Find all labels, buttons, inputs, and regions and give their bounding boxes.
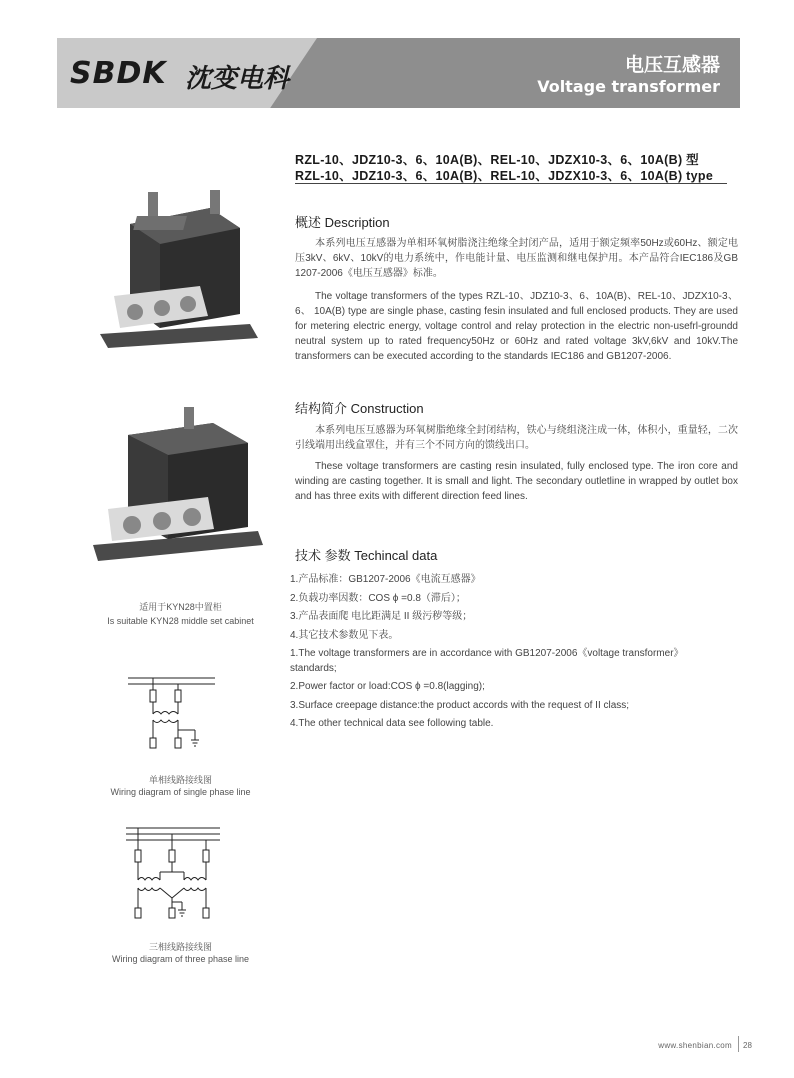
construction-cn-text	[295, 423, 738, 453]
technical-item: standards;	[290, 662, 337, 674]
single-caption-en: Wiring diagram of single phase line	[110, 787, 251, 797]
technical-item: 4.The other technical data see following table.	[290, 718, 494, 729]
construction-en: These voltage transformers are casting resin insulated, fully enclosed type. The iron core and winding are casting together. It is small and light. The secondary outletline in wrapped by outlet box and has three exits with different direction feed lines.	[295, 461, 738, 502]
technical-item: 3.产品表面爬 电比距满足 II 级污秽等级；	[290, 611, 473, 622]
header-title-en: Voltage transformer	[537, 77, 720, 96]
technical-item: 1.The voltage transformers are in accordance with GB1207-2006《voltage transformer》	[290, 648, 684, 659]
three-caption-en: Wiring diagram of three phase line	[111, 954, 250, 964]
transformer-photo-2	[88, 405, 263, 575]
single-caption-cn: 单相线路接线图	[148, 775, 212, 785]
logo-wordmark: SBDK	[70, 56, 167, 91]
kyn-caption-cn: 适用于KYN28中置柜	[139, 602, 222, 612]
description-title: 概述 Description	[295, 215, 390, 230]
three-phase-wiring-diagram	[120, 822, 225, 934]
transformer-photo-1	[90, 186, 260, 356]
technical-item: 4.其它技术参数见下表。	[290, 629, 399, 641]
technical-item: 3.Surface creepage distance:the product accords with the request of II class;	[290, 699, 630, 711]
technical-item: 2.负载功率因数：COS ϕ =0.8（滞后）；	[290, 592, 466, 604]
description-en: The voltage transformers of the types RZL-10、JDZ10-3、6、10A(B)、REL-10、JDZX10-3、 6、 10A(B) type are single phase, casting fesin insulated and full enclosed products. They are used for metering electric energy, voltage control and relay protection in the electric non-usefrl-groundd neutral system up to rated frequency50Hz or 60Hz and rated voltage 3kV,6kV and 10kV.The transformers can be executed according to the standards IEC186 and GB1207-2006.	[295, 291, 738, 362]
technical-item: 1.产品标准：GB1207-2006《电流互感器》	[290, 574, 481, 585]
construction-en-text	[295, 459, 738, 504]
description-cn-text	[295, 236, 738, 281]
model-line-en: RZL-10、JDZ10-3、6、10A(B)、REL-10、JDZX10-3、6、10A(B) type	[295, 169, 714, 183]
three-caption-cn: 三相线路接线图	[148, 942, 212, 952]
description-cn: 本系列电压互感器为单相环氧树脂浇注绝缘全封闭产品，适用于额定频率50Hz或60Hz、额定电压3kV、6kV、10kV的电力系统中，作电能计量、电压监测和继电保护用。本产品符合IEC186及GB 1207-2006《电压互感器》标准。	[295, 238, 738, 279]
construction-cn: 本系列电压互感器为环氧树脂绝缘全封闭结构，铁心与绕组浇注成一体，体积小，重量轻，二次引线端用出线盒罩住，并有三个不同方向的馈线出口。	[295, 425, 738, 451]
technical-item: 2.Power factor or load:COS ϕ =0.8(lagging);	[290, 681, 485, 692]
logo-chinese: 沈变电科	[185, 64, 290, 94]
technical-title: 技术 参数 Techincal data	[295, 548, 438, 563]
header-title-cn: 电压互感器	[624, 54, 720, 76]
single-phase-wiring-diagram	[120, 670, 220, 760]
model-line-cn: RZL-10、JDZ10-3、6、10A(B)、REL-10、JDZX10-3、6、10A(B) 型	[295, 153, 699, 167]
construction-title: 结构简介 Construction	[295, 401, 424, 416]
footer-separator	[738, 1036, 739, 1052]
technical-list	[290, 570, 740, 737]
description-en-text	[295, 289, 738, 364]
page-number: 28	[743, 1041, 752, 1050]
model-underline	[295, 183, 727, 184]
kyn-caption-en: Is suitable KYN28 middle set cabinet	[107, 616, 254, 626]
footer-url: www.shenbian.com	[658, 1041, 732, 1050]
